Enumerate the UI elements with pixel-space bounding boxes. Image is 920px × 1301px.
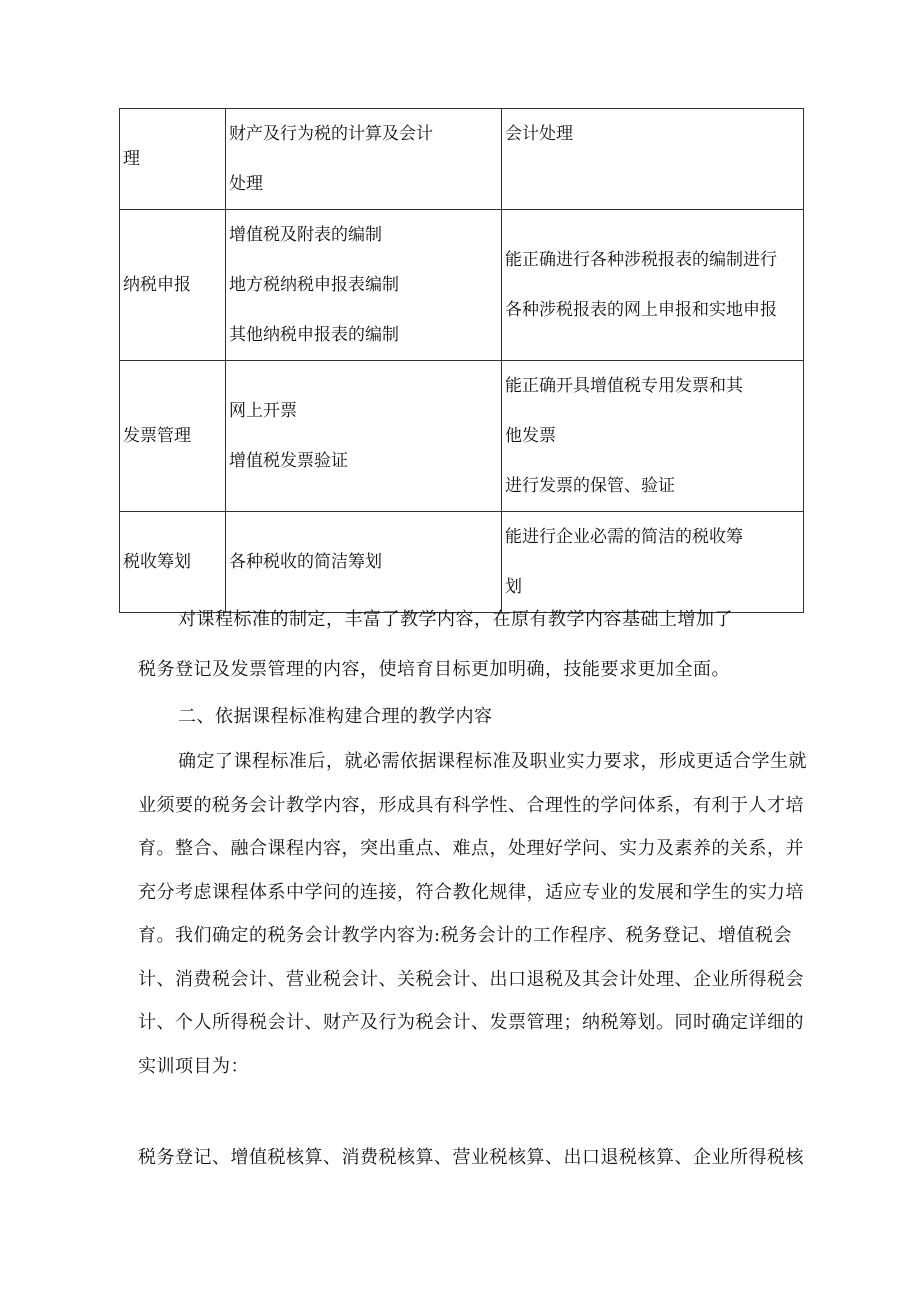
paragraph-line: 确定了课程标准后，就必需依据课程标准及职业实力要求，形成更适合学生就 — [178, 751, 807, 772]
cell-line: 发票管理 — [123, 426, 191, 446]
table-cell-category — [120, 361, 226, 512]
section-heading: 二、依据课程标准构建合理的教学内容 — [178, 706, 493, 727]
cell-line: 增值税发票验证 — [229, 451, 348, 471]
cell-line: 财产及行为税的计算及会计 — [229, 124, 433, 144]
cell-line: 进行发票的保管、验证 — [505, 476, 675, 496]
table-cell-content — [226, 361, 502, 512]
cell-line: 纳税申报 — [123, 275, 191, 295]
table-cell-skill — [502, 210, 804, 361]
cell-line: 划 — [505, 577, 522, 597]
cell-line: 其他纳税申报表的编制 — [229, 325, 399, 345]
cell-line: 理 — [123, 149, 140, 169]
cell-line: 会计处理 — [505, 124, 573, 144]
body-paragraph — [138, 740, 808, 1088]
table-row — [120, 109, 804, 210]
table-row — [120, 210, 804, 361]
cell-line: 各种涉税报表的网上申报和实地申报 — [505, 300, 777, 320]
paragraph-line: 计、消费税会计、营业税会计、关税会计、出口退税及其会计处理、企业所得税会 — [138, 968, 804, 990]
table-cell-skill — [502, 361, 804, 512]
cell-line: 能正确开具增值税专用发票和其 — [505, 376, 743, 396]
cell-line: 增值税及附表的编制 — [229, 225, 382, 245]
cell-line: 能进行企业必需的简洁的税收筹 — [505, 527, 743, 547]
table-cell-content — [226, 109, 502, 210]
cell-line: 他发票 — [505, 426, 556, 446]
paragraph-line: 税务登记、增值税核算、消费税核算、营业税核算、出口退税核算、企业所得税核 — [138, 1147, 804, 1168]
cell-line: 地方税纳税申报表编制 — [229, 275, 399, 295]
paragraph-line: 实训项目为： — [138, 1055, 249, 1077]
cell-line: 税收筹划 — [123, 552, 191, 572]
cell-line: 各种税收的简洁筹划 — [229, 552, 382, 572]
paragraph-line: 计、个人所得税会计、财产及行为税会计、发票管理；纳税筹划。同时确定详细的 — [138, 1012, 804, 1033]
cell-line: 网上开票 — [229, 401, 297, 421]
table-cell-content — [226, 210, 502, 361]
paragraph-line: 育。我们确定的税务会计教学内容为:税务会计的工作程序、税务登记、增值税会 — [138, 925, 793, 946]
tax-content-table — [119, 108, 804, 613]
paragraph-line: 充分考虑课程体系中学问的连接，符合教化规律，适应专业的发展和学生的实力培 — [138, 881, 804, 903]
cell-line: 处理 — [229, 174, 263, 194]
cell-line: 能正确进行各种涉税报表的编制进行 — [505, 250, 777, 270]
table-cell-skill — [502, 109, 804, 210]
table-row — [120, 361, 804, 512]
table-cell-category — [120, 210, 226, 361]
table-cell-category — [120, 109, 226, 210]
paragraph-line: 对课程标准的制定，丰富了教学内容，在原有教学内容基础上增加了 — [178, 609, 733, 630]
paragraph-line: 业须要的税务会计教学内容，形成具有科学性、合理性的学问体系，有利于人才培 — [138, 794, 804, 816]
paragraph-line: 育。整合、融合课程内容，突出重点、难点，处理好学问、实力及素养的关系，并 — [138, 838, 804, 859]
paragraph-line: 税务登记及发票管理的内容，使培育目标更加明确，技能要求更加全面。 — [138, 659, 730, 680]
